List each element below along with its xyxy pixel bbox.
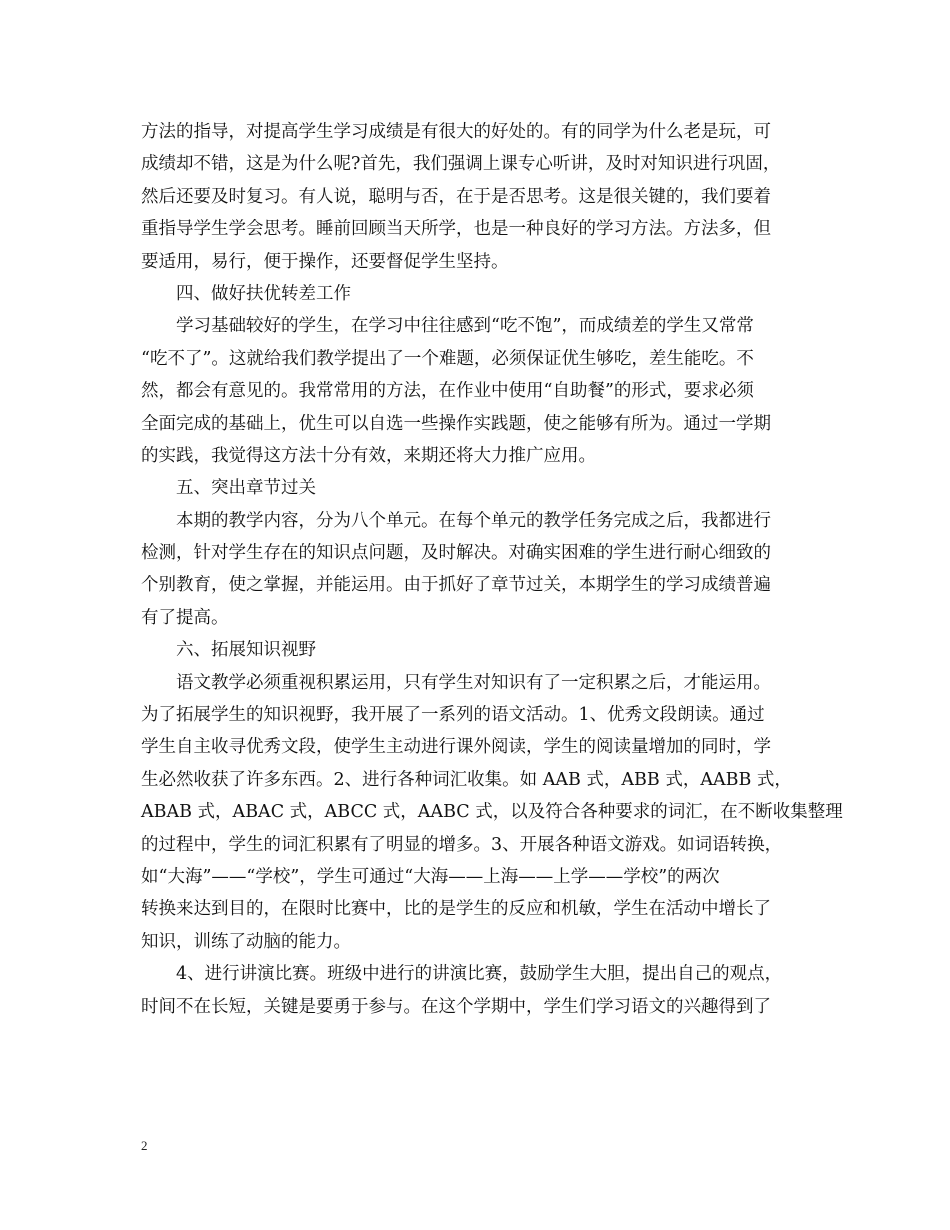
text-line: 方法的指导，对提高学生学习成绩是有很大的好处的。有的同学为什么老是玩，可 <box>141 122 771 142</box>
text-line: 学生自主收寻优秀文段，使学生主动进行课外阅读，学生的阅读量增加的同时，学 <box>141 737 771 758</box>
text-line: 全面完成的基础上，优生可以自选一些操作实践题，使之能够有所为。通过一学期 <box>141 413 771 434</box>
text-line: 的实践，我觉得这方法十分有效，来期还将大力推广应用。 <box>141 445 596 466</box>
text-line: 五、突出章节过关 <box>176 478 316 499</box>
text-line: 为了拓展学生的知识视野，我开展了一系列的语文活动。1、优秀文段朗读。通过 <box>141 705 765 726</box>
text-line: 语文教学必须重视积累运用，只有学生对知识有了一定积累之后，才能运用。 <box>176 672 771 693</box>
text-line: 4、进行讲演比赛。班级中进行的讲演比赛，鼓励学生大胆，提出自己的观点， <box>176 964 783 985</box>
text-line: 学习基础较好的学生，在学习中往往感到“吃不饱”，而成绩差的学生又常常 <box>176 316 754 337</box>
body-text <box>141 116 843 1023</box>
text-line: 时间不在长短，关键是要勇于参与。在这个学期中，学生们学习语文的兴趣得到了 <box>141 996 771 1017</box>
text-line: 检测，针对学生存在的知识点问题，及时解决。对确实困难的学生进行耐心细致的 <box>141 543 771 564</box>
text-line: 转换来达到目的，在限时比赛中，比的是学生的反应和机敏，学生在活动中增长了 <box>141 899 771 920</box>
text-line: 如“大海”——“学校”，学生可通过“大海——上海——上学——学校”的两次 <box>141 866 720 887</box>
page-number: 2 <box>141 1138 148 1153</box>
text-line: 本期的教学内容，分为八个单元。在每个单元的教学任务完成之后，我都进行 <box>176 510 771 531</box>
text-line: “吃不了”。这就给我们教学提出了一个难题，必须保证优生够吃，差生能吃。不 <box>141 348 754 369</box>
text-line: 要适用，易行，便于操作，还要督促学生坚持。 <box>141 251 509 272</box>
text-line: 重指导学生学会思考。睡前回顾当天所学，也是一种良好的学习方法。方法多，但 <box>141 219 771 240</box>
text-line: 然后还要及时复习。有人说，聪明与否，在于是否思考。这是很关键的，我们要着 <box>141 186 771 207</box>
text-line: 六、拓展知识视野 <box>176 640 316 661</box>
text-line: 四、做好扶优转差工作 <box>176 283 351 304</box>
text-line: 生必然收获了许多东西。2、进行各种词汇收集。如 AAB 式，ABB 式，AABB 式， <box>141 769 792 790</box>
text-line: 的过程中，学生的词汇积累有了明显的增多。3、开展各种语文游戏。如词语转换， <box>141 834 783 855</box>
text-line: ABAB 式，ABAC 式，ABCC 式，AABC 式，以及符合各种要求的词汇，在不断收集整理 <box>141 802 843 823</box>
text-line: 成绩却不错，这是为什么呢?首先，我们强调上课专心听讲，及时对知识进行巩固， <box>141 154 781 175</box>
text-line: 知识，训练了动脑的能力。 <box>141 931 351 952</box>
text-line: 然，都会有意见的。我常常用的方法，在作业中使用“自助餐”的形式，要求必须 <box>141 381 754 402</box>
text-line: 个别教育，使之掌握，并能运用。由于抓好了章节过关，本期学生的学习成绩普遍 <box>141 575 771 596</box>
text-line: 有了提高。 <box>141 607 229 628</box>
